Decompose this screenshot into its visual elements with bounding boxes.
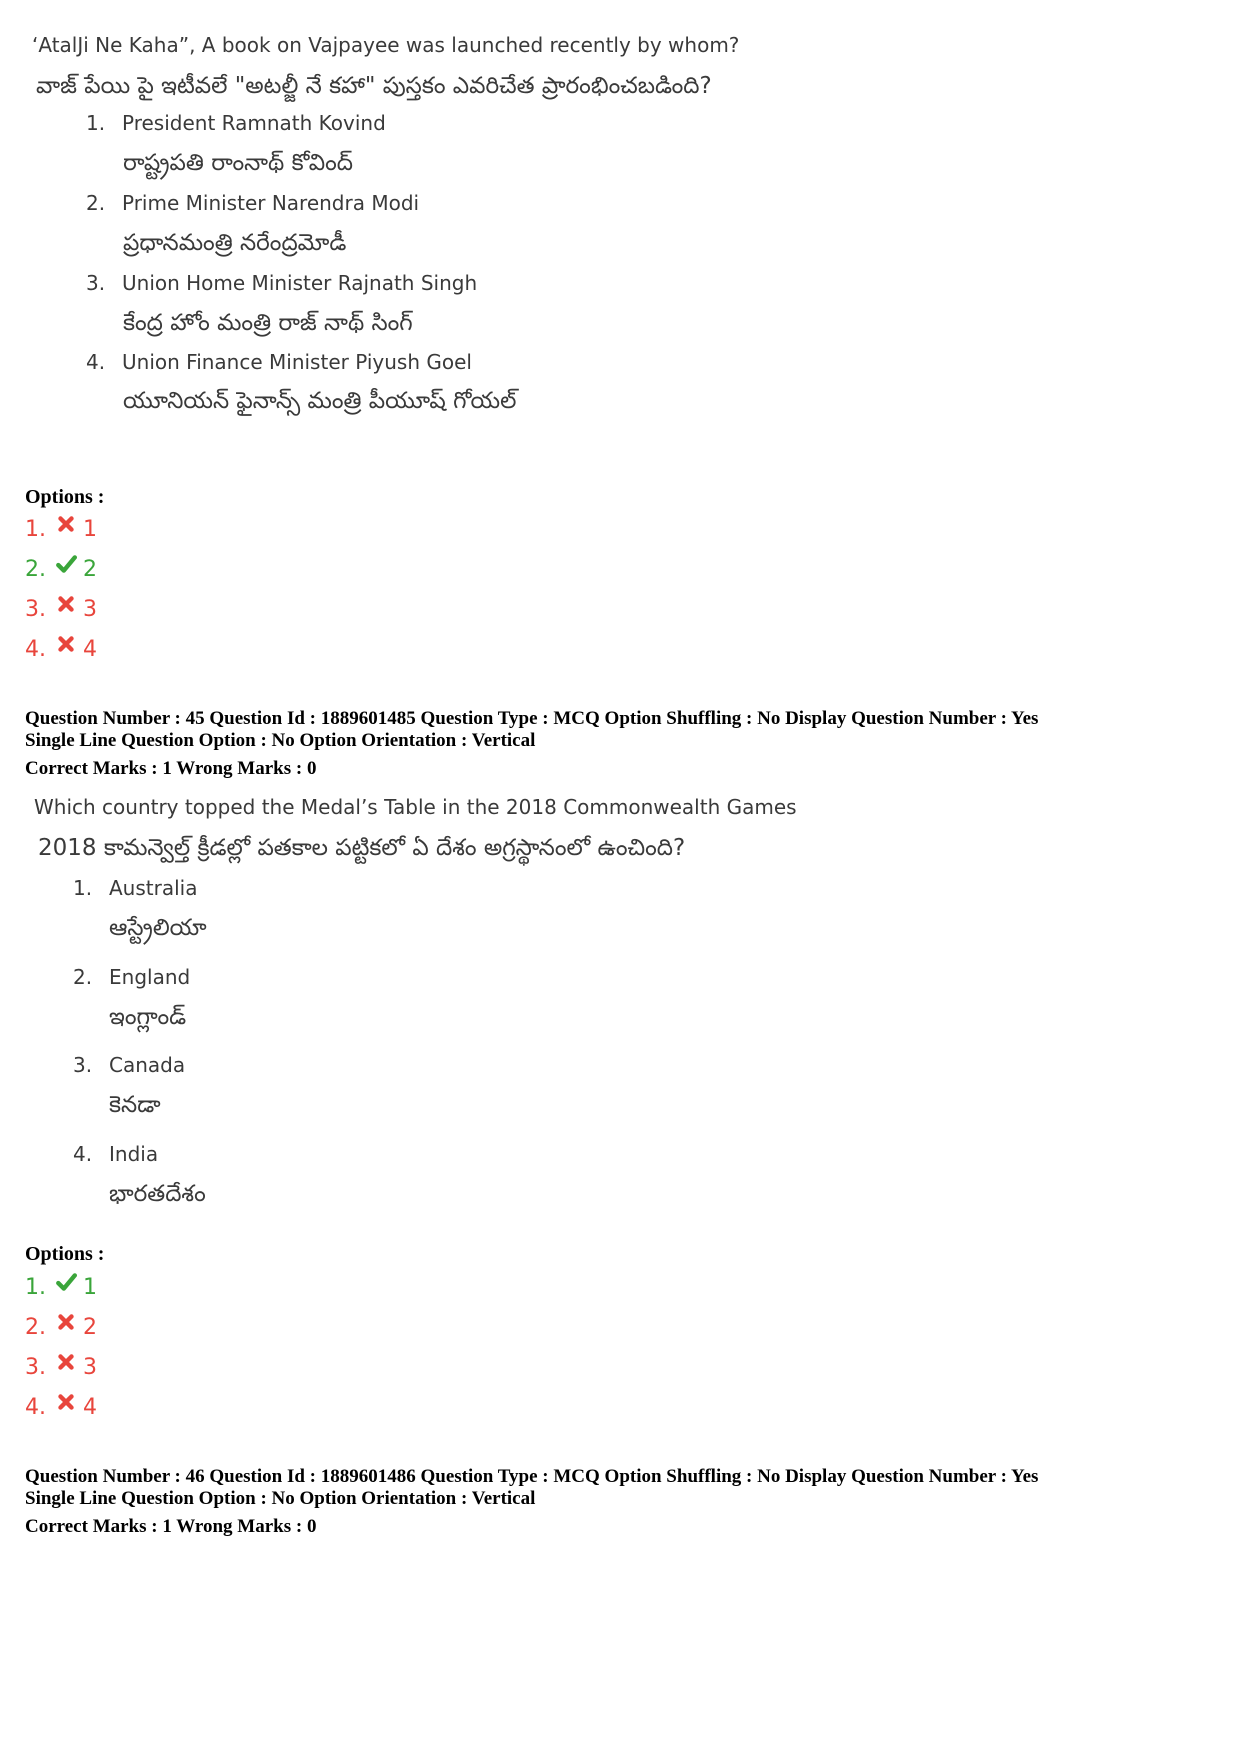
option-number: 4. bbox=[25, 637, 46, 662]
question-text-te: వాజ్ పేయి పై ఇటీవలే "అటల్జీ నే కహా" పుస్తకం ఎవరిచేత ప్రారంభించబడింది? bbox=[36, 73, 712, 99]
cross-icon bbox=[55, 593, 77, 615]
cross-icon bbox=[55, 633, 77, 655]
question-meta-line: Question Number : 46 Question Id : 1889601486 Question Type : MCQ Option Shuffling : No Display Question Number : Yes bbox=[25, 1466, 1039, 1487]
choice-item bbox=[86, 191, 419, 215]
choice-number: 4. bbox=[86, 350, 106, 374]
option-number: 4. bbox=[25, 1395, 46, 1420]
choice-number: 2. bbox=[86, 191, 106, 215]
choice-item bbox=[86, 111, 386, 135]
cross-icon bbox=[55, 1311, 77, 1333]
question-meta-line: Question Number : 45 Question Id : 1889601485 Question Type : MCQ Option Shuffling : No Display Question Number : Yes bbox=[25, 708, 1039, 729]
choice-item bbox=[73, 876, 197, 900]
option-value: 2 bbox=[83, 1315, 97, 1340]
option-row bbox=[25, 517, 97, 542]
question-text-te: 2018 కామన్వెల్త్ క్రీడల్లో పతకాల పట్టికలో ఏ దేశం అగ్రస్థానంలో ఉంచింది? bbox=[38, 835, 686, 861]
choice-number: 3. bbox=[73, 1053, 93, 1077]
option-number: 1. bbox=[25, 1275, 46, 1300]
choice-text-en: England bbox=[109, 965, 191, 989]
option-number: 1. bbox=[25, 517, 46, 542]
question-meta-line: Single Line Question Option : No Option Orientation : Vertical bbox=[25, 730, 536, 751]
cross-icon bbox=[55, 1391, 77, 1413]
choice-number: 2. bbox=[73, 965, 93, 989]
choice-item bbox=[73, 965, 190, 989]
choice-item bbox=[86, 350, 472, 374]
option-row bbox=[25, 1275, 97, 1300]
choice-text-en: Union Finance Minister Piyush Goel bbox=[122, 350, 472, 374]
choice-text-te: ప్రధానమంత్రి నరేంద్రమోడీ bbox=[123, 230, 347, 256]
option-row bbox=[25, 1395, 97, 1420]
option-number: 3. bbox=[25, 1355, 46, 1380]
check-icon bbox=[55, 553, 77, 575]
option-value: 1 bbox=[83, 517, 97, 542]
choice-text-te: ఇంగ్లాండ్ bbox=[109, 1004, 187, 1030]
choice-text-te: రాష్ట్రపతి రాంనాథ్ కోవింద్ bbox=[123, 150, 354, 176]
choice-text-te: కెనడా bbox=[109, 1092, 161, 1118]
option-row bbox=[25, 557, 97, 582]
question-text-en: Which country topped the Medal’s Table in the 2018 Commonwealth Games bbox=[34, 795, 797, 819]
choice-number: 1. bbox=[86, 111, 106, 135]
option-value: 4 bbox=[83, 1395, 97, 1420]
option-number: 3. bbox=[25, 597, 46, 622]
options-label: Options : bbox=[25, 486, 105, 508]
option-value: 3 bbox=[83, 597, 97, 622]
cross-icon bbox=[55, 1351, 77, 1373]
choice-number: 3. bbox=[86, 271, 106, 295]
choice-text-en: India bbox=[109, 1142, 159, 1166]
marks-line: Correct Marks : 1 Wrong Marks : 0 bbox=[25, 1516, 317, 1537]
option-number: 2. bbox=[25, 557, 46, 582]
choice-text-te: ఆస్ట్రేలియా bbox=[109, 915, 207, 941]
cross-icon bbox=[55, 513, 77, 535]
marks-line: Correct Marks : 1 Wrong Marks : 0 bbox=[25, 758, 317, 779]
choice-text-te: యూనియన్ ఫైనాన్స్ మంత్రి పీయూష్ గోయల్ bbox=[123, 388, 517, 414]
choice-number: 4. bbox=[73, 1142, 93, 1166]
choice-text-en: Prime Minister Narendra Modi bbox=[122, 191, 420, 215]
option-value: 3 bbox=[83, 1355, 97, 1380]
question-text-en: ‘AtalJi Ne Kaha”, A book on Vajpayee was launched recently by whom? bbox=[32, 33, 740, 57]
choice-item bbox=[73, 1142, 158, 1166]
option-number: 2. bbox=[25, 1315, 46, 1340]
option-row bbox=[25, 1355, 97, 1380]
choice-number: 1. bbox=[73, 876, 93, 900]
options-label: Options : bbox=[25, 1243, 105, 1265]
choice-text-en: Australia bbox=[109, 876, 198, 900]
option-value: 1 bbox=[83, 1275, 97, 1300]
option-value: 4 bbox=[83, 637, 97, 662]
choice-item bbox=[86, 271, 477, 295]
choice-text-te: కేంద్ర హోం మంత్రి రాజ్ నాథ్ సింగ్ bbox=[123, 310, 413, 336]
option-row bbox=[25, 1315, 97, 1340]
check-icon bbox=[55, 1271, 77, 1293]
option-row bbox=[25, 597, 97, 622]
option-row bbox=[25, 637, 97, 662]
choice-text-en: President Ramnath Kovind bbox=[122, 111, 386, 135]
choice-text-en: Union Home Minister Rajnath Singh bbox=[122, 271, 478, 295]
option-value: 2 bbox=[83, 557, 97, 582]
choice-text-en: Canada bbox=[109, 1053, 186, 1077]
choice-text-te: భారతదేశం bbox=[109, 1181, 206, 1207]
question-meta-line: Single Line Question Option : No Option Orientation : Vertical bbox=[25, 1488, 536, 1509]
choice-item bbox=[73, 1053, 185, 1077]
